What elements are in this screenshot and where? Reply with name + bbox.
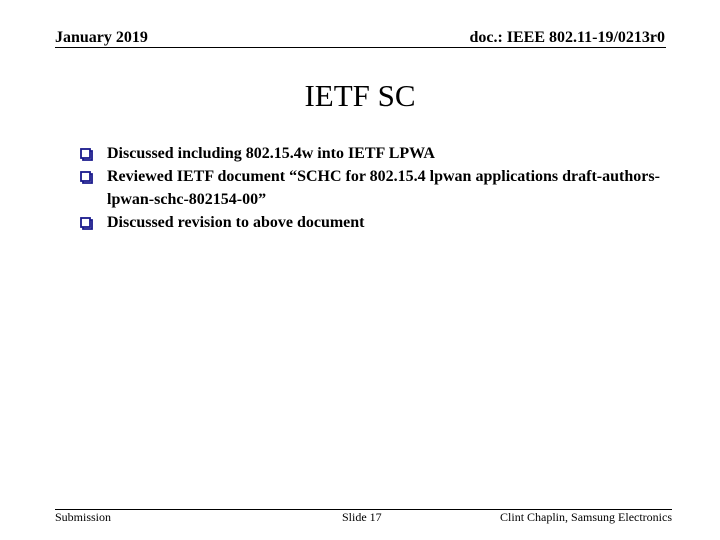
bullet-text: Reviewed IETF document “SCHC for 802.15.4 lpwan applications draft-authors-lpwan-schc-802154-00” (107, 168, 660, 208)
hollow-square-bullet-icon (80, 171, 93, 184)
bullet-item (80, 165, 680, 211)
footer-submission: Submission (55, 510, 112, 524)
footer-slide-number: Slide 17 (342, 510, 382, 524)
slide-title: IETF SC (304, 78, 416, 113)
header-divider (55, 47, 666, 48)
bullet-text: Discussed revision to above document (107, 214, 365, 231)
header-doc-id: doc.: IEEE 802.11-19/0213r0 (469, 29, 665, 46)
bullet-item (80, 211, 680, 234)
bullet-list (80, 142, 680, 234)
hollow-square-bullet-icon (80, 217, 93, 230)
header-date: January 2019 (55, 29, 148, 46)
hollow-square-bullet-icon (80, 148, 93, 161)
footer-author: Clint Chaplin, Samsung Electronics (500, 510, 672, 524)
bullet-item (80, 142, 680, 165)
bullet-text: Discussed including 802.15.4w into IETF LPWA (107, 145, 435, 162)
